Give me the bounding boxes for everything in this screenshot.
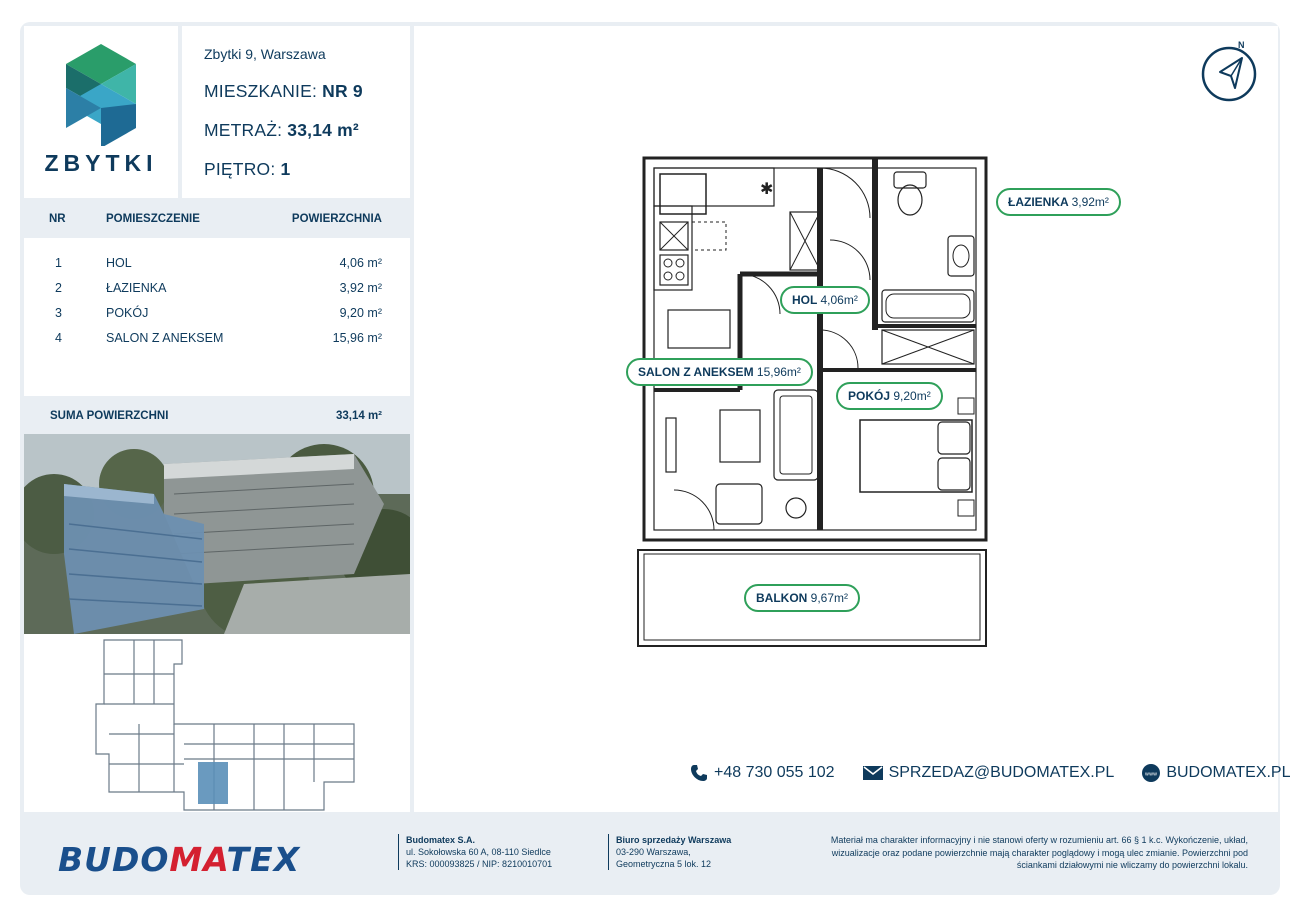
row-nr: 2 bbox=[55, 280, 62, 295]
room-tag-hol: HOL 4,06m² bbox=[780, 286, 870, 314]
apartment-info bbox=[182, 26, 410, 198]
office-info: Biuro sprzedaży Warszawa 03-290 Warszawa, Geometryczna 5 lok. 12 bbox=[608, 834, 731, 870]
svg-text:N: N bbox=[1238, 40, 1245, 50]
contact-bar bbox=[690, 764, 1291, 782]
phone-contact[interactable] bbox=[690, 764, 835, 782]
rooms-table bbox=[24, 238, 410, 396]
row-nr: 4 bbox=[55, 330, 62, 345]
room-tag-pokoj: POKÓJ 9,20m² bbox=[836, 382, 943, 410]
room-tag-salon: SALON Z ANEKSEM 15,96m² bbox=[626, 358, 813, 386]
apartment-number: MIESZKANIE: NR 9 bbox=[204, 81, 363, 101]
row-nr: 3 bbox=[55, 305, 62, 320]
website-url: BUDOMATEX.PL bbox=[1166, 764, 1291, 781]
row-nr: 1 bbox=[55, 255, 62, 270]
building-key-plan bbox=[24, 634, 410, 812]
table-row bbox=[24, 275, 410, 300]
table-row bbox=[24, 250, 410, 275]
header-nr: NR bbox=[49, 213, 66, 225]
total-area-row bbox=[24, 398, 410, 434]
row-area: 9,20 m² bbox=[339, 305, 382, 320]
row-area: 4,06 m² bbox=[339, 255, 382, 270]
zbytki-logo-icon bbox=[24, 26, 178, 146]
rooms-table-header bbox=[24, 200, 410, 238]
logo-wordmark: ZBYTKI bbox=[44, 150, 158, 176]
header-area: POWIERZCHNIA bbox=[291, 213, 382, 225]
row-name: SALON Z ANEKSEM bbox=[106, 330, 224, 345]
apartment-area: METRAŻ: 33,14 m² bbox=[204, 120, 359, 140]
email-contact[interactable] bbox=[863, 764, 1115, 782]
total-label: SUMA POWIERZCHNI bbox=[50, 410, 169, 422]
row-area: 3,92 m² bbox=[339, 280, 382, 295]
svg-text:✱: ✱ bbox=[760, 179, 774, 198]
address: Zbytki 9, Warszawa bbox=[204, 46, 326, 62]
disclaimer: Materiał ma charakter informacyjny i nie stanowi oferty w rozumieniu art. 66 § 1 k.c. Wykończenie, układ, wizualizacje oraz podane powierzchnie mają charakter poglądowy i mogą ulec zmianie. Powierzchni pod ściankami działowymi nie wliczamy do powierzchni lokalu. bbox=[830, 835, 1248, 870]
row-name: HOL bbox=[106, 255, 132, 270]
website-contact[interactable] bbox=[1142, 764, 1290, 782]
row-area: 15,96 m² bbox=[332, 330, 382, 345]
total-value: 33,14 m² bbox=[335, 410, 382, 422]
aerial-photo bbox=[24, 434, 410, 634]
logo-panel bbox=[24, 26, 178, 198]
row-name: POKÓJ bbox=[106, 305, 149, 320]
globe-icon bbox=[1142, 764, 1160, 782]
table-row bbox=[24, 300, 410, 325]
phone-number: +48 730 055 102 bbox=[714, 764, 835, 781]
compass-icon bbox=[1198, 40, 1262, 109]
company-info: Budomatex S.A. ul. Sokołowska 60 A, 08-110 Siedlce KRS: 000093825 / NIP: 8210010701 bbox=[398, 834, 552, 870]
email-address: SPRZEDAZ@BUDOMATEX.PL bbox=[888, 764, 1115, 781]
room-tag-balkon: BALKON 9,67m² bbox=[744, 584, 860, 612]
header-room: POMIESZCZENIE bbox=[106, 213, 200, 225]
svg-text:www: www bbox=[1145, 771, 1158, 778]
apartment-floor: PIĘTRO: 1 bbox=[204, 159, 291, 179]
room-tag-lazienka: ŁAZIENKA 3,92m² bbox=[996, 188, 1121, 216]
phone-icon bbox=[690, 764, 708, 782]
budomatex-logo: BUDOMATEX bbox=[58, 840, 301, 879]
row-name: ŁAZIENKA bbox=[106, 280, 167, 295]
table-row bbox=[24, 325, 410, 350]
mail-icon bbox=[863, 766, 883, 780]
footer bbox=[20, 814, 1280, 894]
